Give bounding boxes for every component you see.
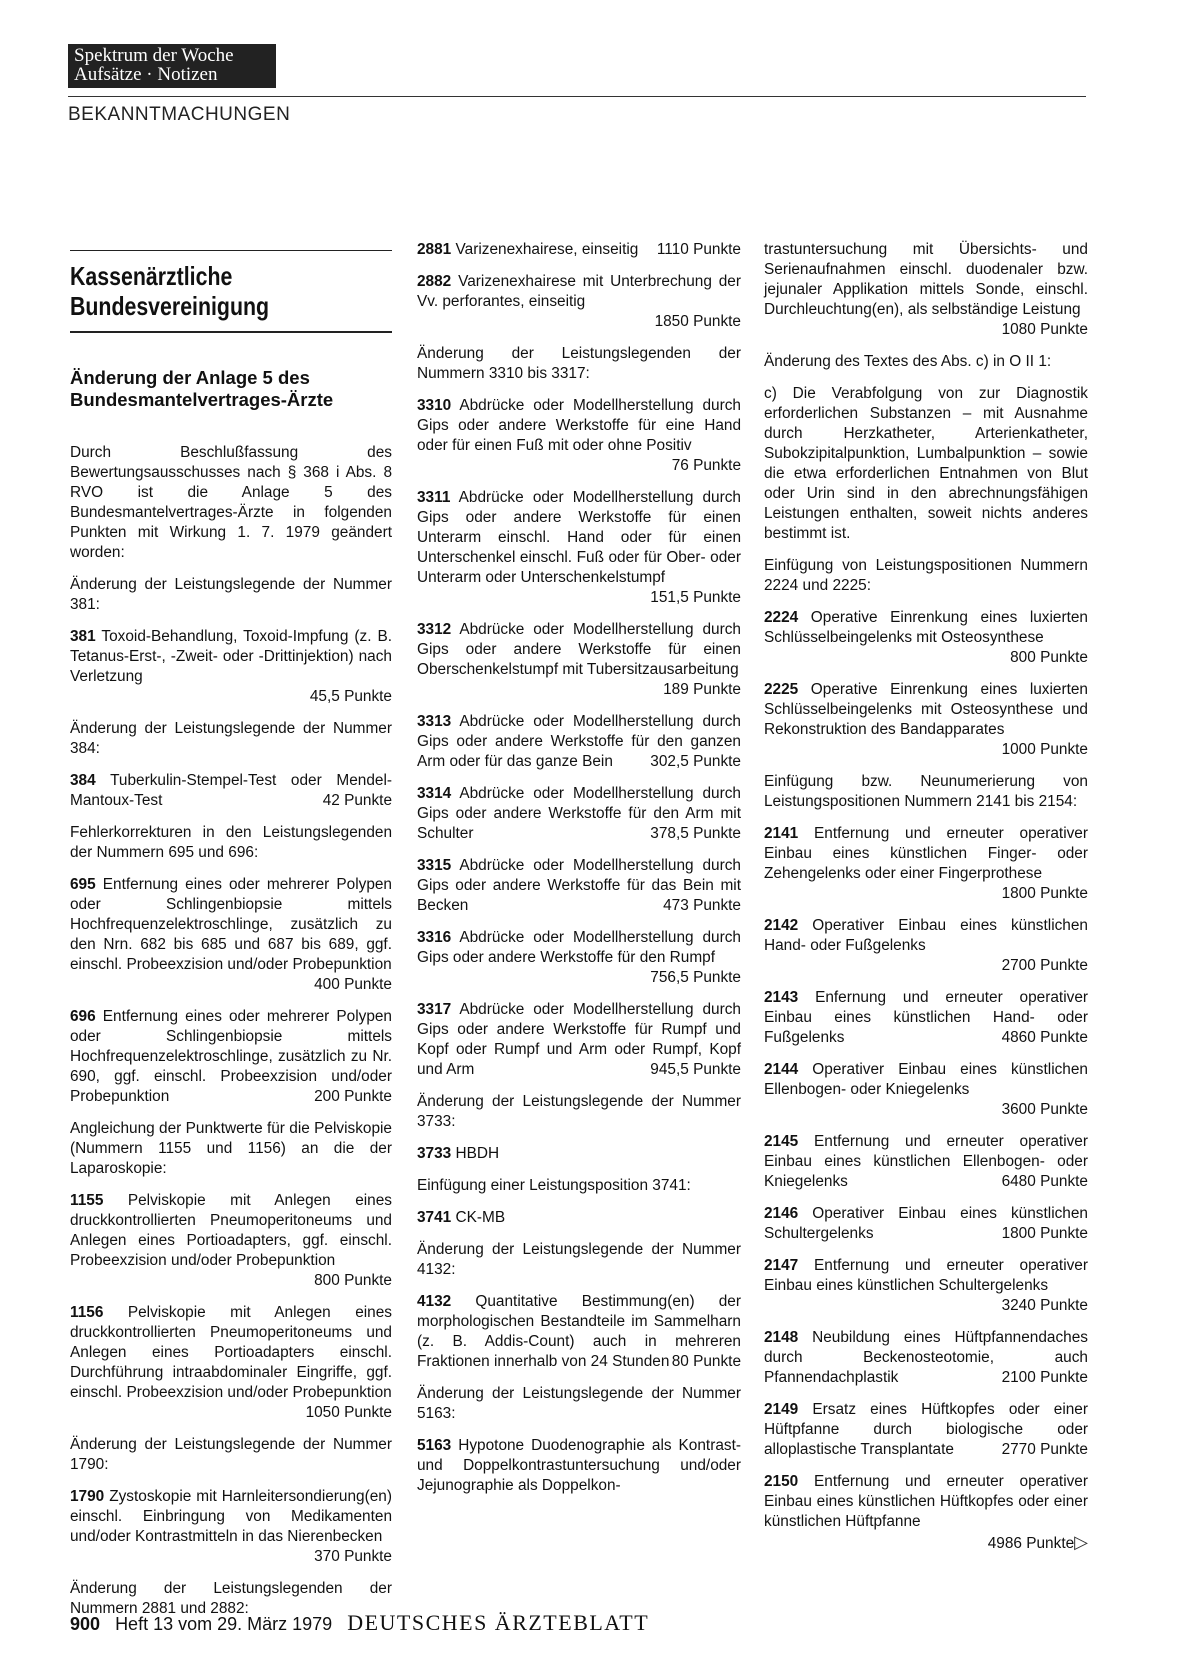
paragraph-o-ii-1: c) Die Verabfolgung von zur Diagnostik erforderlichen Substanzen – mit Ausnahme durch Herzkatheter, Arterienkatheter, Subokzipitalpunktion, Lumbalpunktion – sowie die etwa erforderlichen Entnahmen von Blut oder Urin sind in den abrechnungsfähigen Leistungen enthalten, soweit nichts anderes bestimmt ist. — [764, 385, 1088, 542]
entry-number: 2141 — [764, 825, 799, 842]
entry-number: 3317 — [417, 1001, 452, 1018]
entry-points: 2770 Punkte — [1001, 1441, 1088, 1458]
org-title-line1: Kassenärztliche — [70, 261, 233, 291]
entry-number: 3310 — [417, 397, 452, 414]
entry-number: 4132 — [417, 1293, 452, 1310]
entry-text: Pelviskopie mit Anlegen eines druckkontrollierten Pneumoperitoneums und Anlegen eines Portioadapters, ggf. einschl. Probeexzision und/oder Probepunktion — [70, 1192, 392, 1269]
entry-number: 2144 — [764, 1061, 799, 1078]
entry-points: 756,5 Punkte — [650, 969, 741, 986]
entry-3733 — [417, 1144, 741, 1164]
entry-text: Operativer Einbau eines künstlichen Hand- oder Fußgelenks — [764, 917, 1088, 954]
entry-text: Varizenexhairese mit Unterbrechung der Vv. perforantes, einseitig — [417, 273, 741, 310]
entry-points: 2700 Punkte — [1001, 957, 1088, 974]
intro-paragraph: Durch Beschlußfassung des Bewertungsausschusses nach § 368 i Abs. 8 RVO ist die Anlage 5 des Bundesmantelvertrages-Ärzte in folgenden Punkten mit Wirkung 1. 7. 1979 geändert worden: — [70, 444, 392, 561]
entry-text: Zystoskopie mit Harnleitersondierung(en) einschl. Einbringung von Medikamenten und/oder Kontrastmitteln in das Nierenbecken — [70, 1488, 392, 1545]
column-2 — [417, 240, 741, 1508]
entry-points: 2100 Punkte — [1001, 1369, 1088, 1386]
entry-2147 — [764, 1256, 1088, 1316]
entry-number: 2882 — [417, 273, 452, 290]
entry-2224 — [764, 608, 1088, 668]
entry-number: 3316 — [417, 929, 452, 946]
entry-points: 400 Punkte — [314, 976, 392, 993]
headline-line2: Bundesmantelvertrages-Ärzte — [70, 389, 334, 410]
entry-2881 — [417, 240, 741, 260]
entry-text: Abdrücke oder Modellherstellung durch Gips oder andere Werkstoffe für Rumpf und Kopf oder Rumpf und Arm oder Rumpf, Kopf und Arm — [417, 1001, 741, 1078]
entry-text: Abdrücke oder Modellherstellung durch Gips oder andere Werkstoffe für den Arm mit Schulter — [417, 785, 741, 842]
entry-695 — [70, 875, 392, 995]
subheading: Angleichung der Punktwerte für die Pelviskopie (Nummern 1155 und 1156) an die der Laparoskopie: — [70, 1120, 392, 1177]
entry-text: Operativer Einbau eines künstlichen Ellenbogen- oder Kniegelenks — [764, 1061, 1088, 1098]
entry-1790 — [70, 1487, 392, 1567]
journal-name: DEUTSCHES ÄRZTEBLATT — [347, 1610, 650, 1635]
entry-number: 2146 — [764, 1205, 799, 1222]
entry-2882 — [417, 272, 741, 332]
entry-points: 1050 Punkte — [305, 1404, 392, 1421]
entry-number: 1156 — [70, 1304, 104, 1321]
entry-number: 3312 — [417, 621, 452, 638]
entry-number: 695 — [70, 876, 96, 893]
entry-5163 — [417, 1436, 741, 1496]
org-title-line2: Bundesvereinigung — [70, 291, 270, 321]
entry-2150 — [764, 1472, 1088, 1554]
entry-text: Entfernung eines oder mehrerer Polypen oder Schlingenbiopsie mittels Hochfrequenzelektroschlinge, zusätzlich zu den Nrn. 682 bis 685 und 687 bis 689, ggf. einschl. Probeexzision und/oder Probepunktion — [70, 876, 392, 973]
entry-points: 42 Punkte — [322, 792, 392, 809]
entry-points: 800 Punkte — [314, 1272, 392, 1289]
entry-text: Enfernung und erneuter operativer Einbau eines künstlichen Hand- oder Fußgelenks — [764, 989, 1089, 1046]
issue-info: Heft 13 vom 29. März 1979 — [115, 1614, 333, 1634]
subheading: Einfügung einer Leistungsposition 3741: — [417, 1177, 691, 1194]
entry-text: Operative Einrenkung eines luxierten Schlüsselbeingelenks mit Osteosynthese — [764, 609, 1088, 646]
entry-points: 1000 Punkte — [1001, 741, 1088, 758]
subheading: Einfügung von Leistungspositionen Nummern 2224 und 2225: — [764, 557, 1088, 594]
section-label: BEKANNTMACHUNGEN — [68, 104, 291, 125]
page-footer — [70, 1610, 649, 1636]
entry-text: trastuntersuchung mit Übersichts- und Serienaufnahmen einschl. duodenaler bzw. jejunaler Applikation mittels Sonde, einschl. Durchleuchtung(en), als selbständige Leistung — [764, 241, 1088, 318]
entry-points: 76 Punkte — [671, 457, 741, 474]
entry-number: 3741 — [417, 1209, 452, 1226]
entry-text: Entfernung und erneuter operativer Einbau eines künstlichen Finger- oder Zehengelenks oder einer Fingerprothese — [764, 825, 1088, 882]
entry-number: 2142 — [764, 917, 799, 934]
entry-number: 1790 — [70, 1488, 105, 1505]
entry-text: Neubildung eines Hüftpfannendaches durch Beckenosteotomie, auch Pfannendachplastik — [764, 1329, 1088, 1386]
entry-3314 — [417, 784, 741, 844]
entry-text: Varizenexhairese, einseitig — [455, 241, 639, 258]
entry-points: 1110 Punkte — [656, 241, 741, 258]
entry-points: 189 Punkte — [663, 681, 741, 698]
subheading: Einfügung bzw. Neunumerierung von Leistungspositionen Nummern 2141 bis 2154: — [764, 773, 1088, 810]
entry-text: Entfernung eines oder mehrerer Polypen oder Schlingenbiopsie mittels Hochfrequenzelektroschlinge, zusätzlich zu Nr. 690, ggf. einschl. Probeexzision und/oder Probepunktion — [70, 1008, 392, 1105]
entry-2143 — [764, 988, 1088, 1048]
entry-points: 302,5 Punkte — [650, 753, 741, 770]
entry-1155 — [70, 1191, 392, 1291]
entry-text: Toxoid-Behandlung, Toxoid-Impfung (z. B. Tetanus-Erst-, -Zweit- oder -Drittinjektion) nach Verletzung — [70, 628, 393, 685]
entry-number: 3313 — [417, 713, 452, 730]
entry-points: 370 Punkte — [314, 1548, 392, 1565]
entry-381 — [70, 627, 392, 707]
entry-points: 80 Punkte — [671, 1353, 741, 1370]
entry-text: Pelviskopie mit Anlegen eines druckkontrollierten Pneumoperitoneums und Anlegen eines Portioadapters einschl. Durchführung intraabdominaler Eingriffe, ggf. einschl. Probeexzision und/oder Probepunktion — [70, 1304, 392, 1401]
entry-number: 3314 — [417, 785, 452, 802]
entry-3310 — [417, 396, 741, 476]
entry-text: Abdrücke oder Modellherstellung durch Gips oder andere Werkstoffe für den Rumpf — [417, 929, 741, 966]
entry-3741 — [417, 1208, 741, 1228]
entry-2145 — [764, 1132, 1088, 1192]
subheading: Fehlerkorrekturen in den Leistungslegenden der Nummern 695 und 696: — [70, 824, 392, 861]
subheading: Änderung der Leistungslegende der Nummer 3733: — [417, 1093, 741, 1130]
entry-5163-continued — [764, 240, 1088, 340]
entry-2148 — [764, 1328, 1088, 1388]
entry-text: Tuberkulin-Stempel-Test oder Mendel-Mantoux-Test — [70, 772, 392, 809]
subheading: Änderung des Textes des Abs. c) in O II 1: — [764, 353, 1052, 370]
entry-number: 2149 — [764, 1401, 799, 1418]
entry-text: Abdrücke oder Modellherstellung durch Gips oder andere Werkstoffe für eine Hand oder für einen Fuß mit oder ohne Positiv — [417, 397, 741, 454]
entry-3313 — [417, 712, 741, 772]
entry-points: 1800 Punkte — [1001, 1225, 1088, 1242]
entry-2149 — [764, 1400, 1088, 1460]
entry-number: 1155 — [70, 1192, 104, 1209]
entry-3316 — [417, 928, 741, 988]
entry-points: 473 Punkte — [663, 897, 741, 914]
entry-number: 2224 — [764, 609, 799, 626]
entry-384 — [70, 771, 392, 811]
entry-number: 2150 — [764, 1473, 799, 1490]
entry-points: 6480 Punkte — [1001, 1173, 1088, 1190]
entry-number: 696 — [70, 1008, 96, 1025]
entry-text: Entfernung und erneuter operativer Einbau eines künstlichen Ellenbogen- oder Kniegelenks — [764, 1133, 1088, 1190]
entry-text: Entfernung und erneuter operativer Einbau eines künstlichen Schultergelenks — [764, 1257, 1088, 1294]
entry-number: 3733 — [417, 1145, 452, 1162]
entry-number: 2881 — [417, 241, 452, 258]
entry-3317 — [417, 1000, 741, 1080]
org-rule-bottom — [70, 331, 392, 333]
header-rule — [68, 96, 1086, 97]
subheading: Änderung der Leistungslegenden der Nummern 3310 bis 3317: — [417, 345, 741, 382]
subheading: Änderung der Leistungslegenden der Nummern 2881 und 2882: — [70, 1580, 392, 1617]
entry-4132 — [417, 1292, 741, 1372]
entry-number: 3311 — [417, 489, 451, 506]
entry-points: 1080 Punkte — [1001, 321, 1088, 338]
entry-2225 — [764, 680, 1088, 760]
entry-text: Quantitative Bestimmung(en) der morphologischen Bestandteile im Sammelharn (z. B. Addis-Count) auch in mehreren Fraktionen innerhalb von 24 Stunden — [417, 1293, 741, 1370]
entry-text: Abdrücke oder Modellherstellung durch Gips oder andere Werkstoffe für das Bein mit Becken — [417, 857, 741, 914]
entry-number: 2145 — [764, 1133, 799, 1150]
entry-points: 800 Punkte — [1010, 649, 1088, 666]
entry-text: Ersatz eines Hüftkopfes oder einer Hüftpfanne durch biologische oder alloplastische Transplantate — [764, 1401, 1088, 1458]
entry-points: 151,5 Punkte — [650, 589, 741, 606]
entry-number: 5163 — [417, 1437, 452, 1454]
org-rule-top — [70, 250, 392, 251]
subheading: Änderung der Leistungslegende der Nummer 5163: — [417, 1385, 741, 1422]
entry-text: Abdrücke oder Modellherstellung durch Gips oder andere Werkstoffe für einen Oberschenkelstumpf mit Tubersitzausarbeitung — [417, 621, 741, 678]
entry-text: HBDH — [455, 1145, 500, 1162]
entry-points: 945,5 Punkte — [650, 1061, 741, 1078]
entry-2144 — [764, 1060, 1088, 1120]
header-line1: Spektrum der Woche — [74, 45, 234, 66]
column-header-box — [68, 44, 276, 88]
entry-2146 — [764, 1204, 1088, 1244]
entry-text: Operativer Einbau eines künstlichen Schultergelenks — [764, 1205, 1088, 1242]
page-number: 900 — [70, 1614, 101, 1634]
entry-points: 4986 Punkte — [987, 1535, 1075, 1552]
entry-points: 3600 Punkte — [1001, 1101, 1088, 1118]
entry-2141 — [764, 824, 1088, 904]
entry-points: 3240 Punkte — [1001, 1297, 1088, 1314]
entry-3312 — [417, 620, 741, 700]
subheading: Änderung der Leistungslegende der Nummer 4132: — [417, 1241, 741, 1278]
entry-points: 200 Punkte — [314, 1088, 392, 1105]
entry-number: 2148 — [764, 1329, 799, 1346]
entry-text: Abdrücke oder Modellherstellung durch Gips oder andere Werkstoffe für einen Unterarm einschl. Hand oder für einen Unterschenkel einschl. Fuß oder für Ober- oder Unterarm oder Unterschenkelstumpf — [417, 489, 741, 586]
entry-points: 1850 Punkte — [654, 313, 741, 330]
entry-2142 — [764, 916, 1088, 976]
entry-points: 4860 Punkte — [1001, 1029, 1088, 1046]
header-line2: Aufsätze · Notizen — [74, 64, 218, 85]
entry-696 — [70, 1007, 392, 1107]
entry-points: 1800 Punkte — [1001, 885, 1088, 902]
entry-3315 — [417, 856, 741, 916]
subheading: Änderung der Leistungslegende der Nummer 381: — [70, 576, 392, 613]
continue-arrow-icon: ▷ — [1074, 1532, 1088, 1552]
column-1 — [70, 250, 392, 1631]
entry-text: Hypotone Duodenographie als Kontrast- und Doppelkontrastuntersuchung und/oder Jejunographie als Doppelkon- — [417, 1437, 741, 1494]
headline-line1: Änderung der Anlage 5 des — [70, 367, 310, 388]
entry-1156 — [70, 1303, 392, 1423]
entry-points: 45,5 Punkte — [309, 688, 392, 705]
entry-number: 2225 — [764, 681, 799, 698]
entry-number: 381 — [70, 628, 96, 645]
entry-text: Operative Einrenkung eines luxierten Schlüsselbeingelenks mit Osteosynthese und Rekonstruktion des Bandapparates — [764, 681, 1088, 738]
entry-text: Abdrücke oder Modellherstellung durch Gips oder andere Werkstoffe für den ganzen Arm oder für das ganze Bein — [417, 713, 741, 770]
entry-number: 3315 — [417, 857, 452, 874]
entry-text: CK-MB — [455, 1209, 506, 1226]
entry-3311 — [417, 488, 741, 608]
entry-number: 2147 — [764, 1257, 799, 1274]
entry-number: 2143 — [764, 989, 799, 1006]
entry-text: Entfernung und erneuter operativer Einbau eines künstlichen Hüftkopfes oder einer künstlichen Hüftpfanne — [764, 1473, 1088, 1530]
entry-points-row — [764, 1532, 1088, 1554]
subheading: Änderung der Leistungslegende der Nummer 384: — [70, 720, 392, 757]
entry-points: 378,5 Punkte — [650, 825, 741, 842]
entry-number: 384 — [70, 772, 96, 789]
article-headline — [70, 367, 392, 411]
column-3 — [764, 240, 1088, 1566]
subheading: Änderung der Leistungslegende der Nummer 1790: — [70, 1436, 392, 1473]
